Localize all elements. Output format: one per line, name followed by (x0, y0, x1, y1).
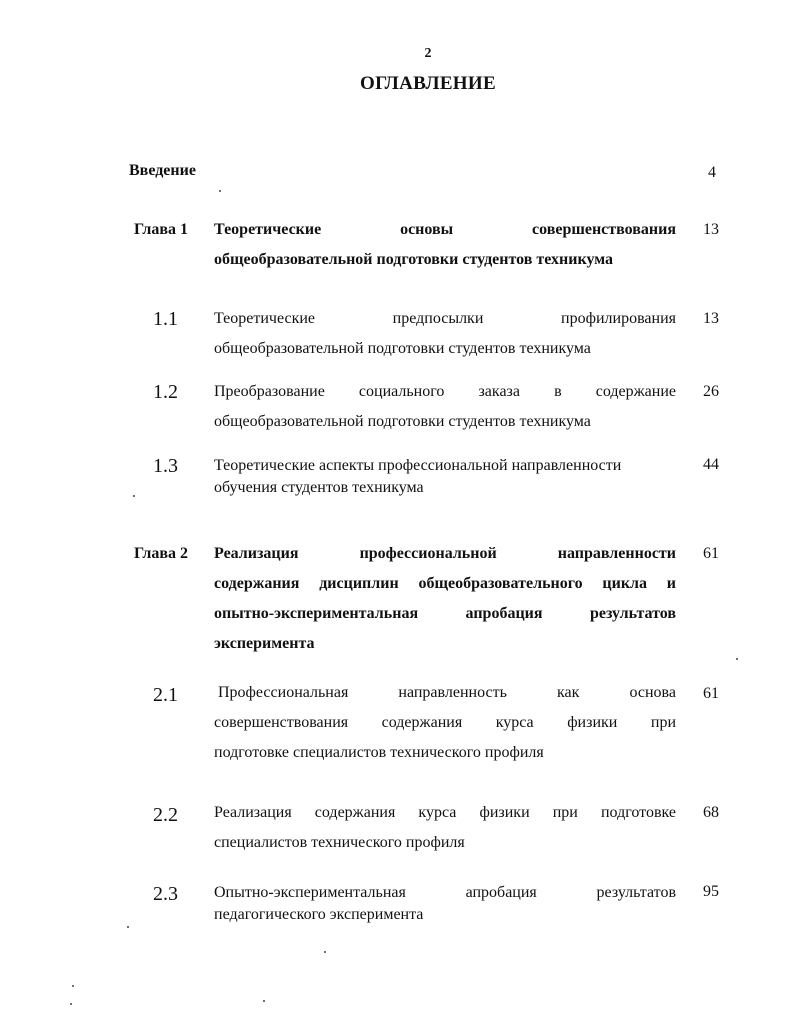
section-1-1-number: 1.1 (153, 308, 178, 330)
scan-speck (133, 495, 135, 497)
section-2-2-title (214, 798, 676, 858)
section-2-2-number: 2.2 (153, 804, 178, 826)
section-title-line: Профессиональная направленность как основа (218, 684, 676, 701)
section-2-3-number: 2.3 (153, 883, 178, 905)
introduction-page: 4 (708, 164, 716, 181)
chapter-2-title-line: Реализация профессиональной направленности (214, 545, 676, 562)
chapter-2-title (214, 539, 676, 659)
section-1-2-number: 1.2 (153, 381, 178, 403)
chapter-1-title-line: Теоретические основы совершенствования (214, 221, 676, 238)
scan-speck (219, 190, 221, 192)
chapter-2-title-line: содержания дисциплин общеобразовательного цикла и (214, 575, 676, 592)
scan-speck (70, 1003, 72, 1005)
scan-speck (263, 1000, 265, 1002)
scan-speck (736, 658, 738, 660)
section-title-line: Реализация содержания курса физики при подготовке (214, 804, 676, 821)
chapter-2-title-line: опытно-экспериментальная апробация результатов (214, 605, 676, 622)
section-title-line: совершенствования содержания курса физики при (214, 714, 676, 731)
section-2-3-title (214, 882, 676, 926)
section-2-1-page: 61 (703, 685, 719, 702)
section-2-1-number: 2.1 (153, 684, 178, 706)
section-title-line: специалистов технического профиля (214, 834, 465, 851)
scan-speck (72, 985, 74, 987)
section-1-2-title (214, 377, 676, 437)
chapter-1-page: 13 (703, 221, 719, 238)
section-1-1-title (214, 304, 676, 364)
section-1-3-title (214, 455, 684, 499)
section-title-line: педагогического эксперимента (214, 906, 424, 923)
section-title-line: подготовке специалистов технического профиля (214, 744, 544, 761)
section-1-1-page: 13 (703, 310, 719, 327)
chapter-2-page: 61 (703, 545, 719, 562)
section-title-line: Преобразование социального заказа в содержание (214, 383, 676, 400)
scan-speck (324, 951, 326, 953)
section-title-line: общеобразовательной подготовки студентов техникума (214, 413, 591, 430)
section-2-1-title-cont (214, 708, 676, 768)
chapter-2-label: Глава 2 (134, 545, 188, 562)
chapter-2-title-line: эксперимента (214, 635, 315, 652)
section-title-line: Опытно-экспериментальная апробация результатов (214, 884, 676, 901)
scan-speck (127, 926, 129, 928)
page-title: ОГЛАВЛЕНИЕ (360, 73, 496, 94)
introduction-label: Введение (129, 162, 196, 179)
chapter-1-title (214, 215, 676, 275)
section-1-3-page: 44 (703, 456, 719, 473)
section-1-2-page: 26 (703, 383, 719, 400)
section-title-line: общеобразовательной подготовки студентов техникума (214, 340, 591, 357)
section-title-line: Теоретические предпосылки профилирования (214, 310, 676, 327)
chapter-1-label: Глава 1 (134, 221, 188, 238)
section-title-line: обучения студентов техникума (214, 479, 424, 496)
chapter-1-title-line: общеобразовательной подготовки студентов техникума (214, 251, 614, 268)
section-2-1-title (218, 678, 676, 708)
section-2-3-page: 95 (703, 883, 719, 900)
section-2-2-page: 68 (703, 804, 719, 821)
section-1-3-number: 1.3 (153, 455, 178, 477)
section-title-line: Теоретические аспекты профессиональной направленности (214, 457, 622, 474)
page-number: 2 (424, 46, 432, 61)
